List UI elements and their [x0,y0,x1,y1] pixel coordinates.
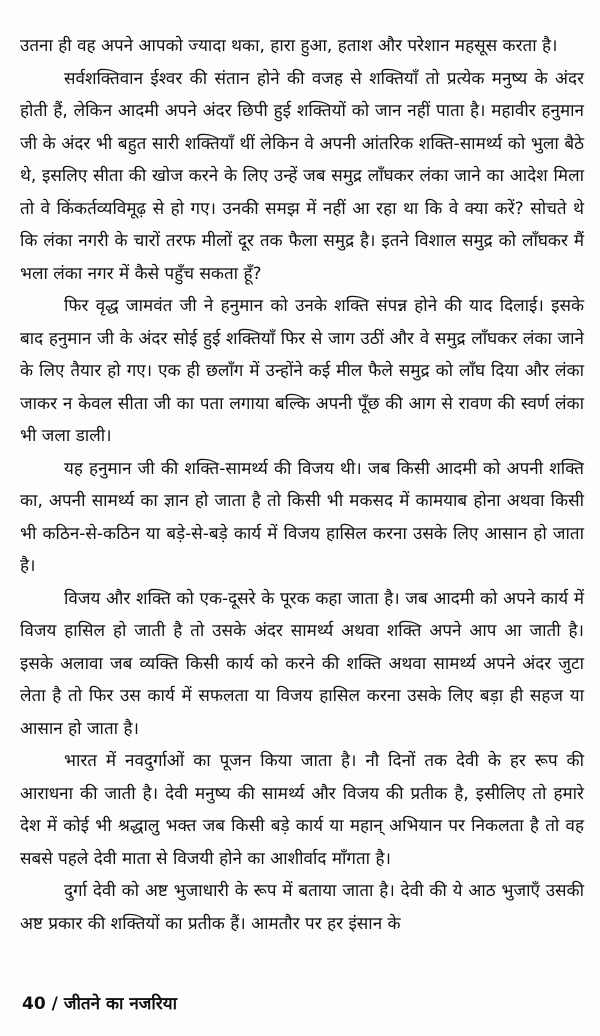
book-title: जीतने का नजरिया [63,994,177,1014]
page-number: 40 [22,994,46,1014]
page-body-text [20,30,584,940]
paragraph-victory-and-strength: विजय और शक्ति को एक-दूसरे के पूरक कहा जाता है। जब आदमी को अपने कार्य में विजय हासिल हो जाती है तो उसके अंदर सामर्थ्य अथवा शक्ति अपने आप आ जाती है। इसके अलावा जब व्यक्ति किसी कार्य को करने की शक्ति अथवा सामर्थ्य अपने अंदर जुटा लेता है तो फिर उस कार्य में सफलता या विजय हासिल करना उसके लिए बड़ा ही सहज या आसान हो जाता है। [20,588,584,739]
paragraph-durga-eight-arms: दुर्गा देवी को अष्ट भुजाधारी के रूप में बताया जाता है। देवी की ये आठ भुजाएँ उसकी अष्ट प्रकार की शक्तियों का प्रतीक हैं। आमतौर पर हर इंसान के [20,881,584,934]
paragraph-jamvant-reminder: फिर वृद्ध जामवंत जी ने हनुमान को उनके शक्ति संपन्न होने की याद दिलाई। इसके बाद हनुमान जी के अंदर सोई हुई शक्तियाँ फिर से जाग उठीं और वे समुद्र लाँघकर लंका जाने के लिए तैयार हो गए। एक ही छलाँग में उन्होंने कई मील फैले समुद्र को लाँघ दिया और लंका जाकर न केवल सीता जी का पता लगाया बल्कि अपनी पूँछ की आग से रावण की स्वर्ण लंका भी जला डाली। [20,296,584,446]
footer-separator: / [51,994,58,1014]
page-footer [22,992,177,1016]
paragraph-navdurga: भारत में नवदुर्गाओं का पूजन किया जाता है। नौ दिनों तक देवी के हर रूप की आराधना की जाती है। देवी मनुष्य की सामर्थ्य और विजय की प्रतीक है, इसीलिए तो हमारे देश में कोई भी श्रद्धालु भक्त जब किसी बड़े कार्य या महान् अभियान पर निकलता है तो वह सबसे पहले देवी माता से विजयी होने का आशीर्वाद माँगता है। [20,751,584,869]
paragraph-victory-of-strength: यह हनुमान जी की शक्ति-सामर्थ्य की विजय थी। जब किसी आदमी को अपनी शक्ति का, अपनी सामर्थ्य का ज्ञान हो जाता है तो किसी भी मकसद में कामयाब होना अथवा किसी भी कठिन-से-कठिन या बड़े-से-बड़े कार्य में विजय हासिल करना उसके लिए आसान हो जाता है। [20,458,584,576]
paragraph-continued: उतना ही वह अपने आपको ज्यादा थका, हारा हुआ, हताश और परेशान महसूस करता है। [20,36,558,56]
paragraph-hanuman-powers: सर्वशक्तिवान ईश्वर की संतान होने की वजह से शक्तियाँ तो प्रत्येक मनुष्य के अंदर होती हैं, लेकिन आदमी अपने अंदर छिपी हुई शक्तियों को जान नहीं पाता है। महावीर हनुमान जी के अंदर भी बहुत सारी शक्तियाँ थीं लेकिन वे अपनी आंतरिक शक्ति-सामर्थ्य को भुला बैठे थे, इसलिए सीता की खोज करने के लिए उन्हें जब समुद्र लाँघकर लंका जाने का आदेश मिला तो वे किंकर्तव्यविमूढ़ से हो गए। उनकी समझ में नहीं आ रहा था कि वे क्या करें? सोचते थे कि लंका नगरी के चारों तरफ मीलों दूर तक फैला समुद्र है। इतने विशाल समुद्र को लाँघकर मैं भला लंका नगर में कैसे पहुँच सकता हूँ? [20,68,584,284]
